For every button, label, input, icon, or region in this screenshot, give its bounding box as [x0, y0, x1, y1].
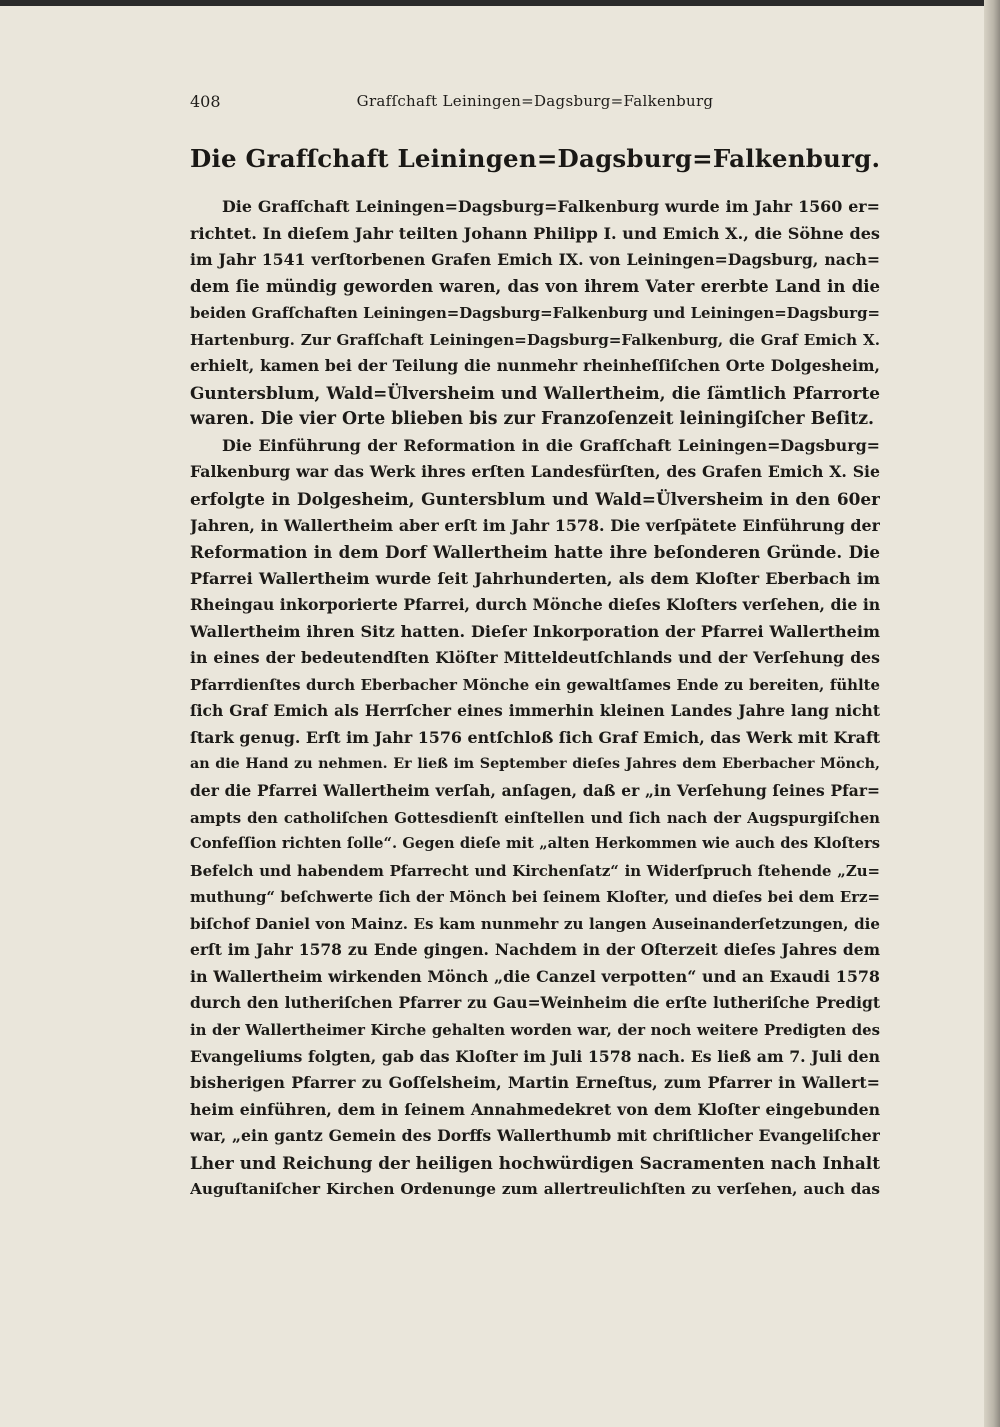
text-line: waren. Die vier Orte blieben bis zur Franzoſenzeit leiningiſcher Beſitz.: [190, 409, 875, 430]
text-line: heim einführen, dem in ſeinem Annahmedekret von dem Kloſter eingebunden: [190, 1099, 880, 1119]
running-head: [190, 92, 880, 122]
text-line: beiden Grafſchaften Leiningen=Dagsburg=Falkenburg und Leiningen=Dagsburg=: [190, 304, 880, 323]
text-line: ſtark genug. Erſt im Jahr 1576 entſchloß ſich Graf Emich, das Werk mit Kraft: [190, 727, 880, 747]
text-line: Guntersblum, Wald=Ülversheim und Wallertheim, die ſämtlich Pfarrorte: [190, 382, 880, 403]
text-line: im Jahr 1541 verſtorbenen Grafen Emich IX. von Leiningen=Dagsburg, nach=: [190, 250, 880, 270]
text-line: Befelch und habendem Pfarrecht und Kirchenſatz“ in Widerſpruch ſtehende „Zu=: [190, 861, 880, 880]
text-line: Reformation in dem Dorf Wallertheim hatte ihre beſonderen Gründe. Die: [190, 542, 880, 563]
text-line: war, „ein gantz Gemein des Dorffs Wallerthumb mit chriſtlicher Evangeliſcher: [190, 1126, 880, 1146]
text-line: bisherigen Pfarrer zu Goſſelsheim, Martin Erneſtus, zum Pfarrer in Wallert=: [190, 1073, 880, 1093]
text-line: Auguſtaniſcher Kirchen Ordenunge zum allertreulichſten zu verſehen, auch das: [190, 1180, 880, 1199]
text-line: in Wallertheim wirkenden Mönch „die Canzel verpotten“ und an Exaudi 1578: [190, 966, 880, 986]
text-line: muthung“ beſchwerte ſich der Mönch bei ſeinem Kloſter, und dieſes bei dem Erz=: [190, 888, 880, 907]
body-text: [190, 194, 880, 1203]
text-line: Evangeliums folgten, gab das Kloſter im Juli 1578 nach. Es ließ am 7. Juli den: [190, 1046, 880, 1066]
text-line: Rheingau inkorporierte Pfarrei, durch Mönche dieſes Kloſters verſehen, die in: [190, 595, 880, 615]
text-line: erfolgte in Dolgesheim, Guntersblum und Wald=Ülversheim in den 60er: [190, 489, 880, 510]
text-line: Falkenburg war das Werk ihres erſten Landesfürſten, des Grafen Emich X. Sie: [190, 462, 880, 482]
text-line: ſich Graf Emich als Herrſcher eines immerhin kleinen Landes Jahre lang nicht: [190, 701, 880, 721]
text-line: erhielt, kamen bei der Teilung die nunmehr rheinheſſiſchen Orte Dolgesheim,: [190, 356, 880, 376]
running-title: Grafſchaft Leiningen=Dagsburg=Falkenburg: [356, 92, 714, 110]
text-line: Confeſſion richten ſolle“. Gegen dieſe mit „alten Herkommen wie auch des Kloſters: [190, 835, 880, 853]
text-line: durch den lutheriſchen Pfarrer zu Gau=Weinheim die erſte lutheriſche Predigt: [190, 993, 880, 1013]
text-line: Jahren, in Wallertheim aber erſt im Jahr 1578. Die verſpätete Einführung der: [190, 515, 880, 535]
text-line: richtet. In dieſem Jahr teilten Johann Philipp I. und Emich X., die Söhne des: [190, 223, 880, 243]
text-line: ampts den catholiſchen Gottesdienſt einſtellen und ſich nach der Augspurgiſchen: [190, 808, 880, 827]
text-line: der die Pfarrei Wallertheim verſah, anſagen, daß er „in Verſehung ſeines Pfar=: [190, 781, 880, 801]
text-line: in eines der bedeutendſten Klöſter Mitteldeutſchlands und der Verſehung des: [190, 648, 880, 668]
book-page: [0, 6, 984, 1427]
text-line: Pfarrei Wallertheim wurde ſeit Jahrhunderten, als dem Kloſter Eberbach im: [190, 568, 880, 588]
page-number: 408: [190, 92, 221, 111]
page-binding-edge: [984, 0, 1000, 1427]
text-line: Lher und Reichung der heiligen hochwürdigen Sacramenten nach Inhalt: [190, 1152, 880, 1173]
text-line: Pfarrdienſtes durch Eberbacher Mönche ein gewaltſames Ende zu bereiten, fühlte: [190, 675, 880, 694]
text-line: dem ſie mündig geworden waren, das von ihrem Vater ererbte Land in die: [190, 276, 880, 296]
text-line: an die Hand zu nehmen. Er ließ im September dieſes Jahres dem Eberbacher Mönch,: [190, 756, 880, 773]
text-line: biſchof Daniel von Mainz. Es kam nunmehr zu langen Auseinanderſetzungen, die: [190, 914, 880, 933]
text-line: in der Wallertheimer Kirche gehalten worden war, der noch weitere Predigten des: [190, 1020, 880, 1039]
text-line: Wallertheim ihren Sitz hatten. Dieſer Inkorporation der Pfarrei Wallertheim: [190, 621, 880, 641]
chapter-title: Die Grafſchaft Leiningen=Dagsburg=Falkenburg.: [190, 144, 881, 173]
text-line: erſt im Jahr 1578 zu Ende gingen. Nachdem in der Oſterzeit dieſes Jahres dem: [190, 940, 880, 960]
text-line: Die Grafſchaft Leiningen=Dagsburg=Falkenburg wurde im Jahr 1560 er=: [222, 197, 880, 216]
text-line: Die Einführung der Reformation in die Grafſchaft Leiningen=Dagsburg=: [222, 435, 880, 455]
text-line: Hartenburg. Zur Grafſchaft Leiningen=Dagsburg=Falkenburg, die Graf Emich X.: [190, 330, 880, 349]
